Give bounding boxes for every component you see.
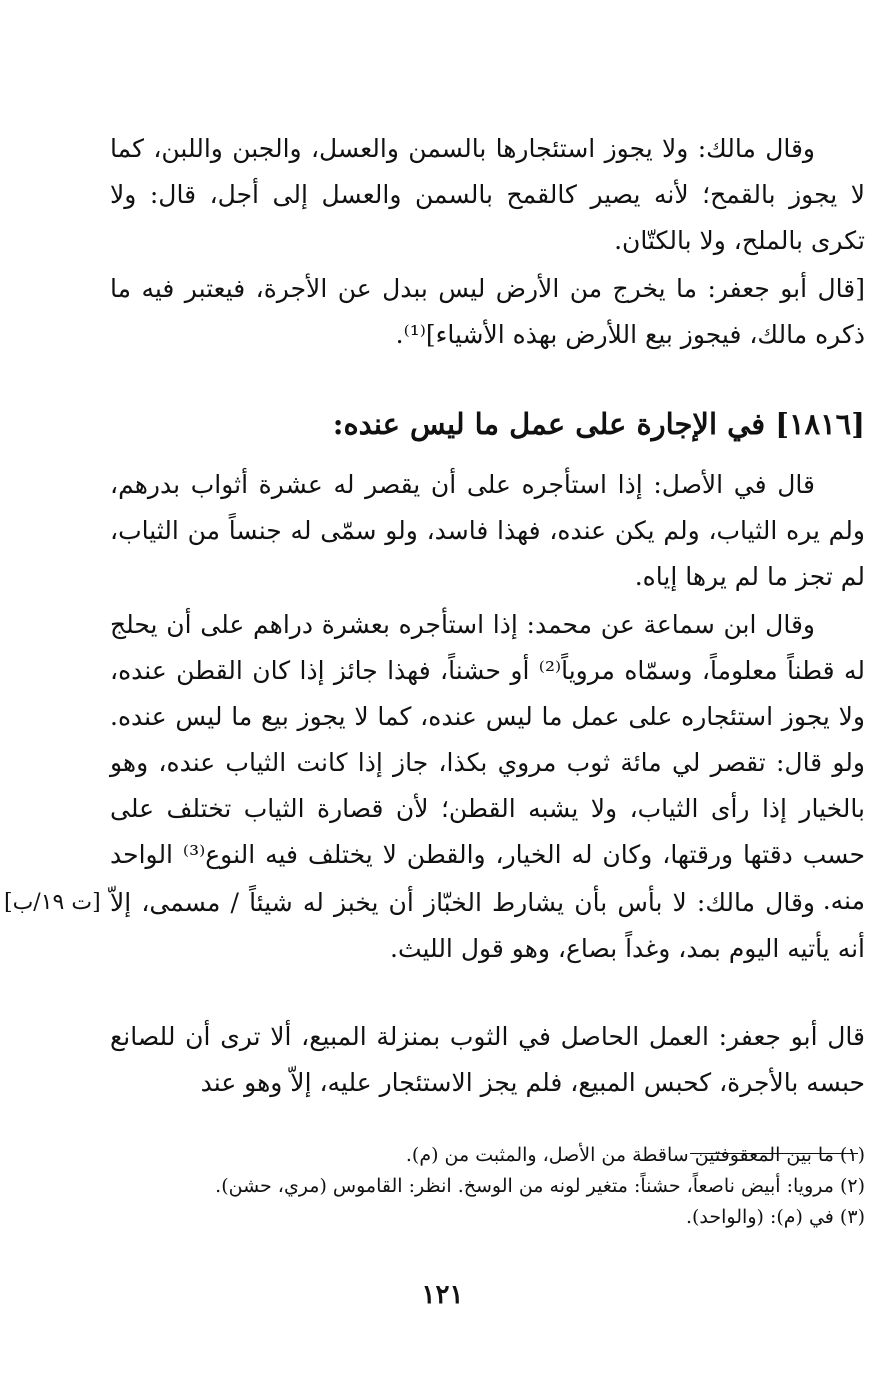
margin-folio-note: [ت ١٩/ب] <box>4 890 101 915</box>
section-heading <box>110 404 865 444</box>
paragraph-text: [قال أبو جعفر: ما يخرج من الأرض ليس ببدل عن الأجرة، فيعتبر فيه ما ذكره مالك، فيجوز بيع اللأرض بهذه الأشياء]⁽¹⁾. <box>110 274 865 349</box>
paragraph-text: وقال مالك: لا بأس بأن يشارط الخبّاز أن يخبز له شيئاً / مسمى، إلاّ أنه يأتيه اليوم بمد، وغداً بصاع، وهو قول الليث. <box>110 888 865 963</box>
paragraph-3 <box>110 462 865 600</box>
paragraph-5 <box>110 880 865 972</box>
footnote-2: (٢) مرويا: أبيض ناصعاً، حشناً: متغير لونه من الوسخ. انظر: القاموس (مري، حشن). <box>215 1175 865 1197</box>
paragraph-text: وقال مالك: ولا يجوز استئجارها بالسمن والعسل، والجبن واللبن، كما لا يجوز بالقمح؛ لأنه يصير كالقمح بالسمن والعسل إلى أجل، قال: ولا تكرى بالملح، ولا بالكتّان. <box>110 134 865 255</box>
footnote-1: (١) ما بين المعقوفتين ساقطة من الأصل، والمثبت من (م). <box>405 1144 865 1166</box>
paragraph-text: قال في الأصل: إذا استأجره على أن يقصر له عشرة أثواب بدرهم، ولم يره الثياب، ولم يكن عنده، فهذا فاسد، ولو سمّى له جنساً من الثياب، لم تجز ما لم يرها إياه. <box>110 470 865 591</box>
footnotes <box>110 1140 865 1233</box>
section-heading-text: [١٨١٦] في الإجارة على عمل ما ليس عنده: <box>332 407 865 441</box>
page-number: ١٢١ <box>421 1280 464 1310</box>
paragraph-1 <box>110 126 865 264</box>
paragraph-text: وقال ابن سماعة عن محمد: إذا استأجره بعشرة دراهم على أن يحلج له قطناً معلوماً، وسمّاه مروياً⁽²⁾ أو حشناً، فهذا جائز إذا كان القطن عنده، ولا يجوز استئجاره على عمل ما ليس عنده، كما لا يجوز بيع ما ليس عنده. ولو قال: تقصر لي مائة ثوب مروي بكذا، جاز إذا كانت الثياب عنده، وهو بالخيار إذا رأى الثياب، ولا يشبه القطن؛ لأن قصارة الثياب تختلف على حسب دقتها ورقتها، وكان له الخيار، والقطن لا يختلف فيه النوع⁽³⁾ الواحد منه. <box>110 610 865 915</box>
paragraph-text: قال أبو جعفر: العمل الحاصل في الثوب بمنزلة المبيع، ألا ترى أن للصانع حبسه بالأجرة، كحبس المبيع، فلم يجز الاستئجار عليه، إلاّ وهو عند <box>110 1022 865 1097</box>
paragraph-2 <box>110 266 865 358</box>
paragraph-4 <box>110 602 865 924</box>
footnote-3: (٣) في (م): (والواحد). <box>685 1206 865 1228</box>
paragraph-6 <box>110 1014 865 1106</box>
